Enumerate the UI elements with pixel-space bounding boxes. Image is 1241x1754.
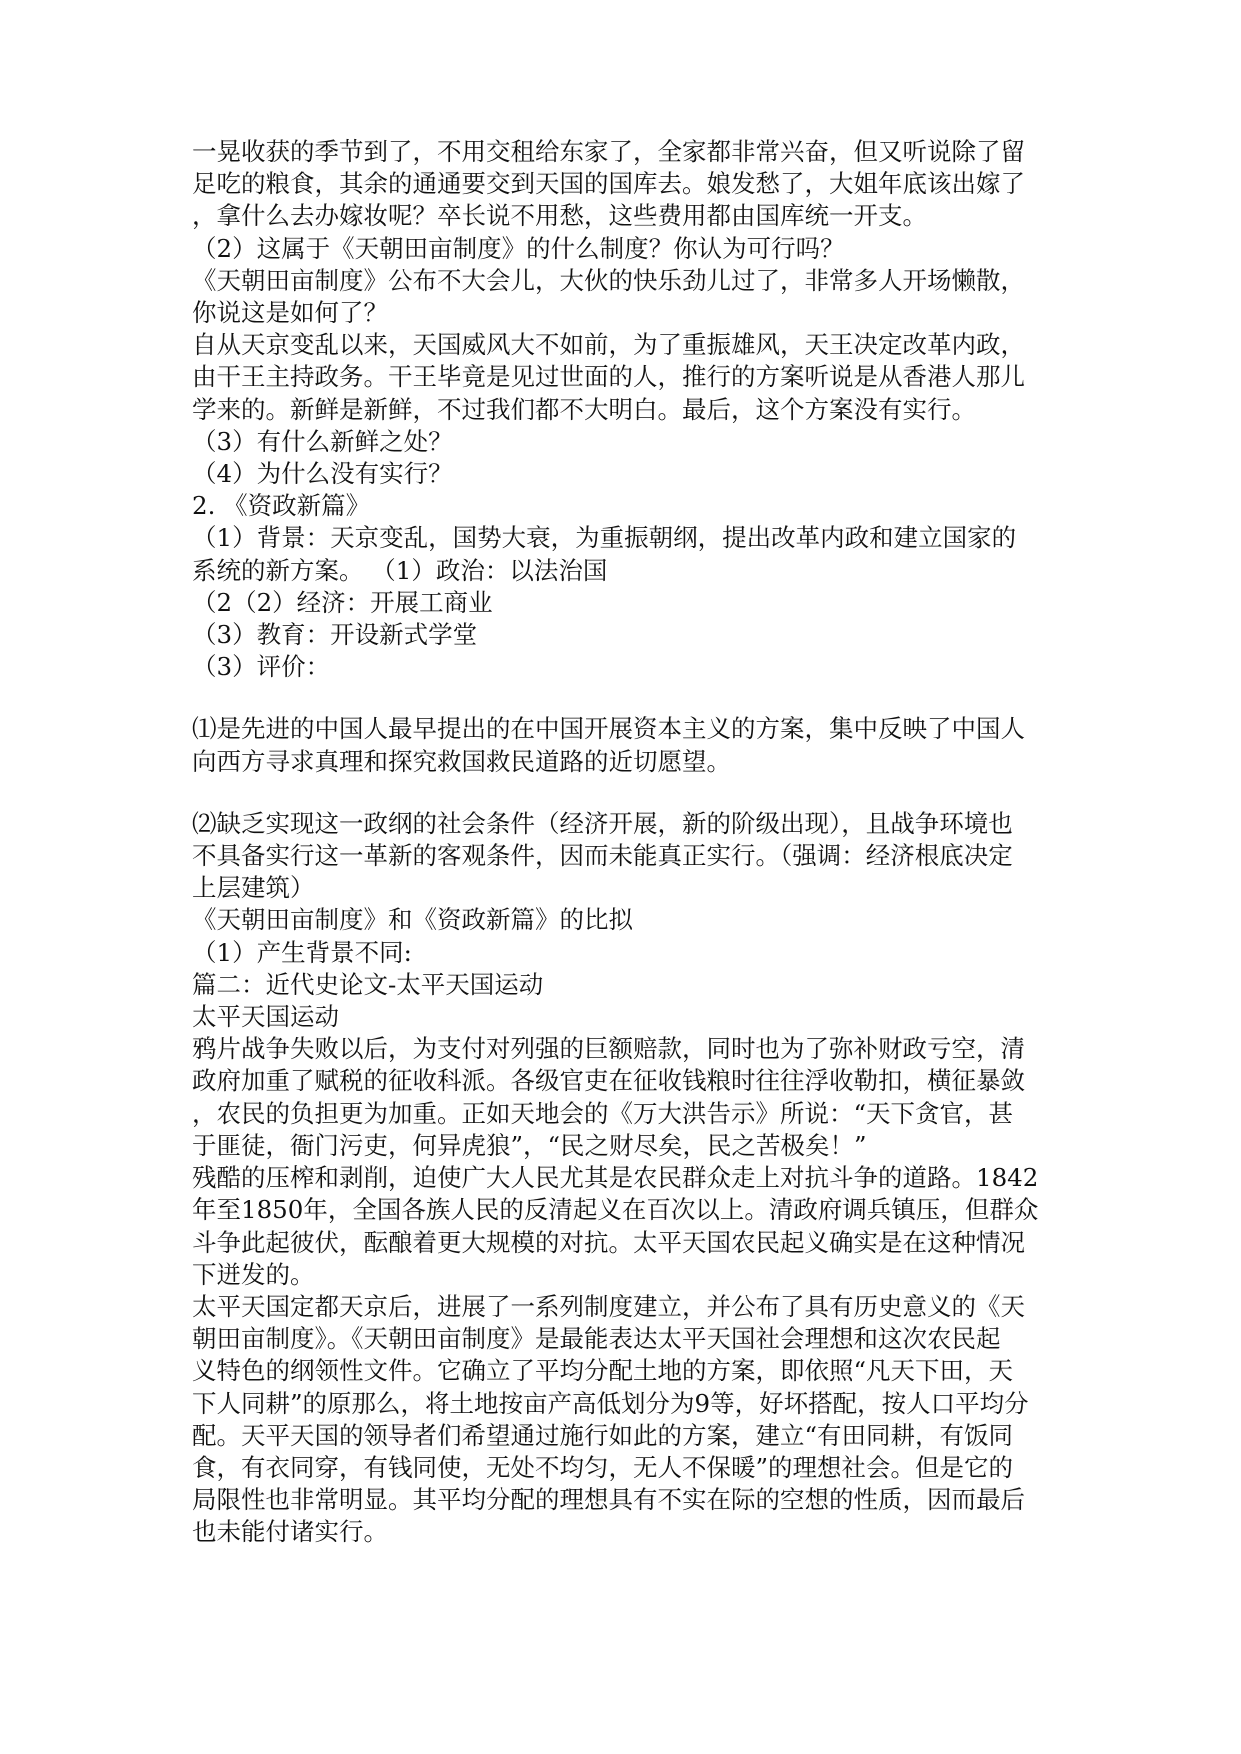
question-line: （4）为什么没有实行？ xyxy=(192,459,453,489)
text-line: ，农民的负担更为加重。正如天地会的《万大洪告示》所说：“天下贪官，甚 xyxy=(192,1098,1014,1128)
text-line: 学来的。新鲜是新鲜，不过我们都不大明白。最后，这个方案没有实行。 xyxy=(192,394,976,424)
text-line: 不具备实行这一革新的客观条件，因而未能真正实行。（强调：经济根底决定 xyxy=(192,841,1013,871)
text-line: 太平天国定都天京后，进展了一系列制度建立，并公布了具有历史意义的《天 xyxy=(192,1291,1025,1321)
text-line: （1）背景：天京变乱，国势大衰，为重振朝纲，提出改革内政和建立国家的 xyxy=(192,523,1017,553)
text-line: 下人同耕”的原那么，将土地按亩产高低划分为9等，好坏搭配，按人口平均分 xyxy=(192,1388,1029,1418)
text-line: 鸦片战争失败以后，为支付对列强的巨额赔款，同时也为了弥补财政亏空，清 xyxy=(192,1034,1025,1064)
text-line: 你说这是如何了？ xyxy=(192,298,388,328)
text-line: 系统的新方案。 （1）政治：以法治国 xyxy=(192,555,608,585)
text-line: ⑵缺乏实现这一政纲的社会条件（经济开展，新的阶级出现），且战争环境也 xyxy=(192,808,1013,838)
text-line: 下迸发的。 xyxy=(192,1259,315,1289)
text-line: 食，有衣同穿，有钱同使，无处不均匀，无人不保暖”的理想社会。但是它的 xyxy=(192,1452,1014,1482)
paragraph-gap xyxy=(192,778,1052,808)
text-line: 年至1850年，全国各族人民的反清起义在百次以上。清政府调兵镇压，但群众 xyxy=(192,1195,1039,1225)
text-line: ⑴是先进的中国人最早提出的在中国开展资本主义的方案，集中反映了中国人 xyxy=(192,714,1025,744)
text-line: 配。天平天国的领导者们希望通过施行如此的方案，建立“有田同耕，有饭同 xyxy=(192,1420,1014,1450)
text-line: （3）评价： xyxy=(192,652,331,682)
text-line: 上层建筑） xyxy=(192,873,315,903)
text-line: 斗争此起彼伏，酝酿着更大规模的对抗。太平天国农民起义确实是在这种情况 xyxy=(192,1227,1025,1257)
text-line: 自从天京变乱以来，天国威风大不如前，为了重振雄风，天王决定改革内政， xyxy=(192,330,1025,360)
text-line: 由干王主持政务。干王毕竟是见过世面的人，推行的方案听说是从香港人那儿 xyxy=(192,362,1025,392)
document-page xyxy=(192,136,1052,1549)
text-line: （1）产生背景不同: xyxy=(192,937,412,967)
section-heading: 2. 《资政新篇》 xyxy=(192,491,371,521)
question-line: （2）这属于《天朝田亩制度》的什么制度？你认为可行吗？ xyxy=(192,233,845,263)
section-heading: 太平天国运动 xyxy=(192,1002,339,1032)
section-heading: 篇二：近代史论文-太平天国运动 xyxy=(192,969,544,999)
text-line: （3）教育：开设新式学堂 xyxy=(192,620,478,650)
text-line: ，拿什么去办嫁妆呢？卒长说不用愁，这些费用都由国库统一开支。 xyxy=(192,201,927,231)
text-line: 也未能付诸实行。 xyxy=(192,1517,388,1547)
text-line: 残酷的压榨和剥削，迫使广大人民尤其是农民群众走上对抗斗争的道路。1842 xyxy=(192,1163,1039,1193)
text-line: 局限性也非常明显。其平均分配的理想具有不实在际的空想的性质，因而最后 xyxy=(192,1485,1025,1515)
question-line: （3）有什么新鲜之处？ xyxy=(192,426,453,456)
text-line: 义特色的纲领性文件。它确立了平均分配土地的方案，即依照“凡天下田，天 xyxy=(192,1356,1014,1386)
text-line: 足吃的粮食，其余的通通要交到天国的国库去。娘发愁了，大姐年底该出嫁了 xyxy=(192,169,1025,199)
paragraph-gap xyxy=(192,683,1052,713)
text-line: 政府加重了赋税的征收科派。各级官吏在征收钱粮时往往浮收勒扣，横征暴敛 xyxy=(192,1066,1025,1096)
text-line: 向西方寻求真理和探究救国救民道路的近切愿望。 xyxy=(192,746,731,776)
text-line: （2（2）经济：开展工商业 xyxy=(192,587,493,617)
text-line: 《天朝田亩制度》和《资政新篇》的比拟 xyxy=(192,905,633,935)
text-line: 于匪徒，衙门污吏，何异虎狼”，“民之财尽矣，民之苦极矣！” xyxy=(192,1130,867,1160)
text-line: 一晃收获的季节到了，不用交租给东家了，全家都非常兴奋，但又听说除了留 xyxy=(192,137,1025,166)
text-line: 《天朝田亩制度》公布不大会儿，大伙的快乐劲儿过了，非常多人开场懒散， xyxy=(192,265,1025,295)
text-line: 朝田亩制度》。《天朝田亩制度》是最能表达太平天国社会理想和这次农民起 xyxy=(192,1324,1001,1354)
